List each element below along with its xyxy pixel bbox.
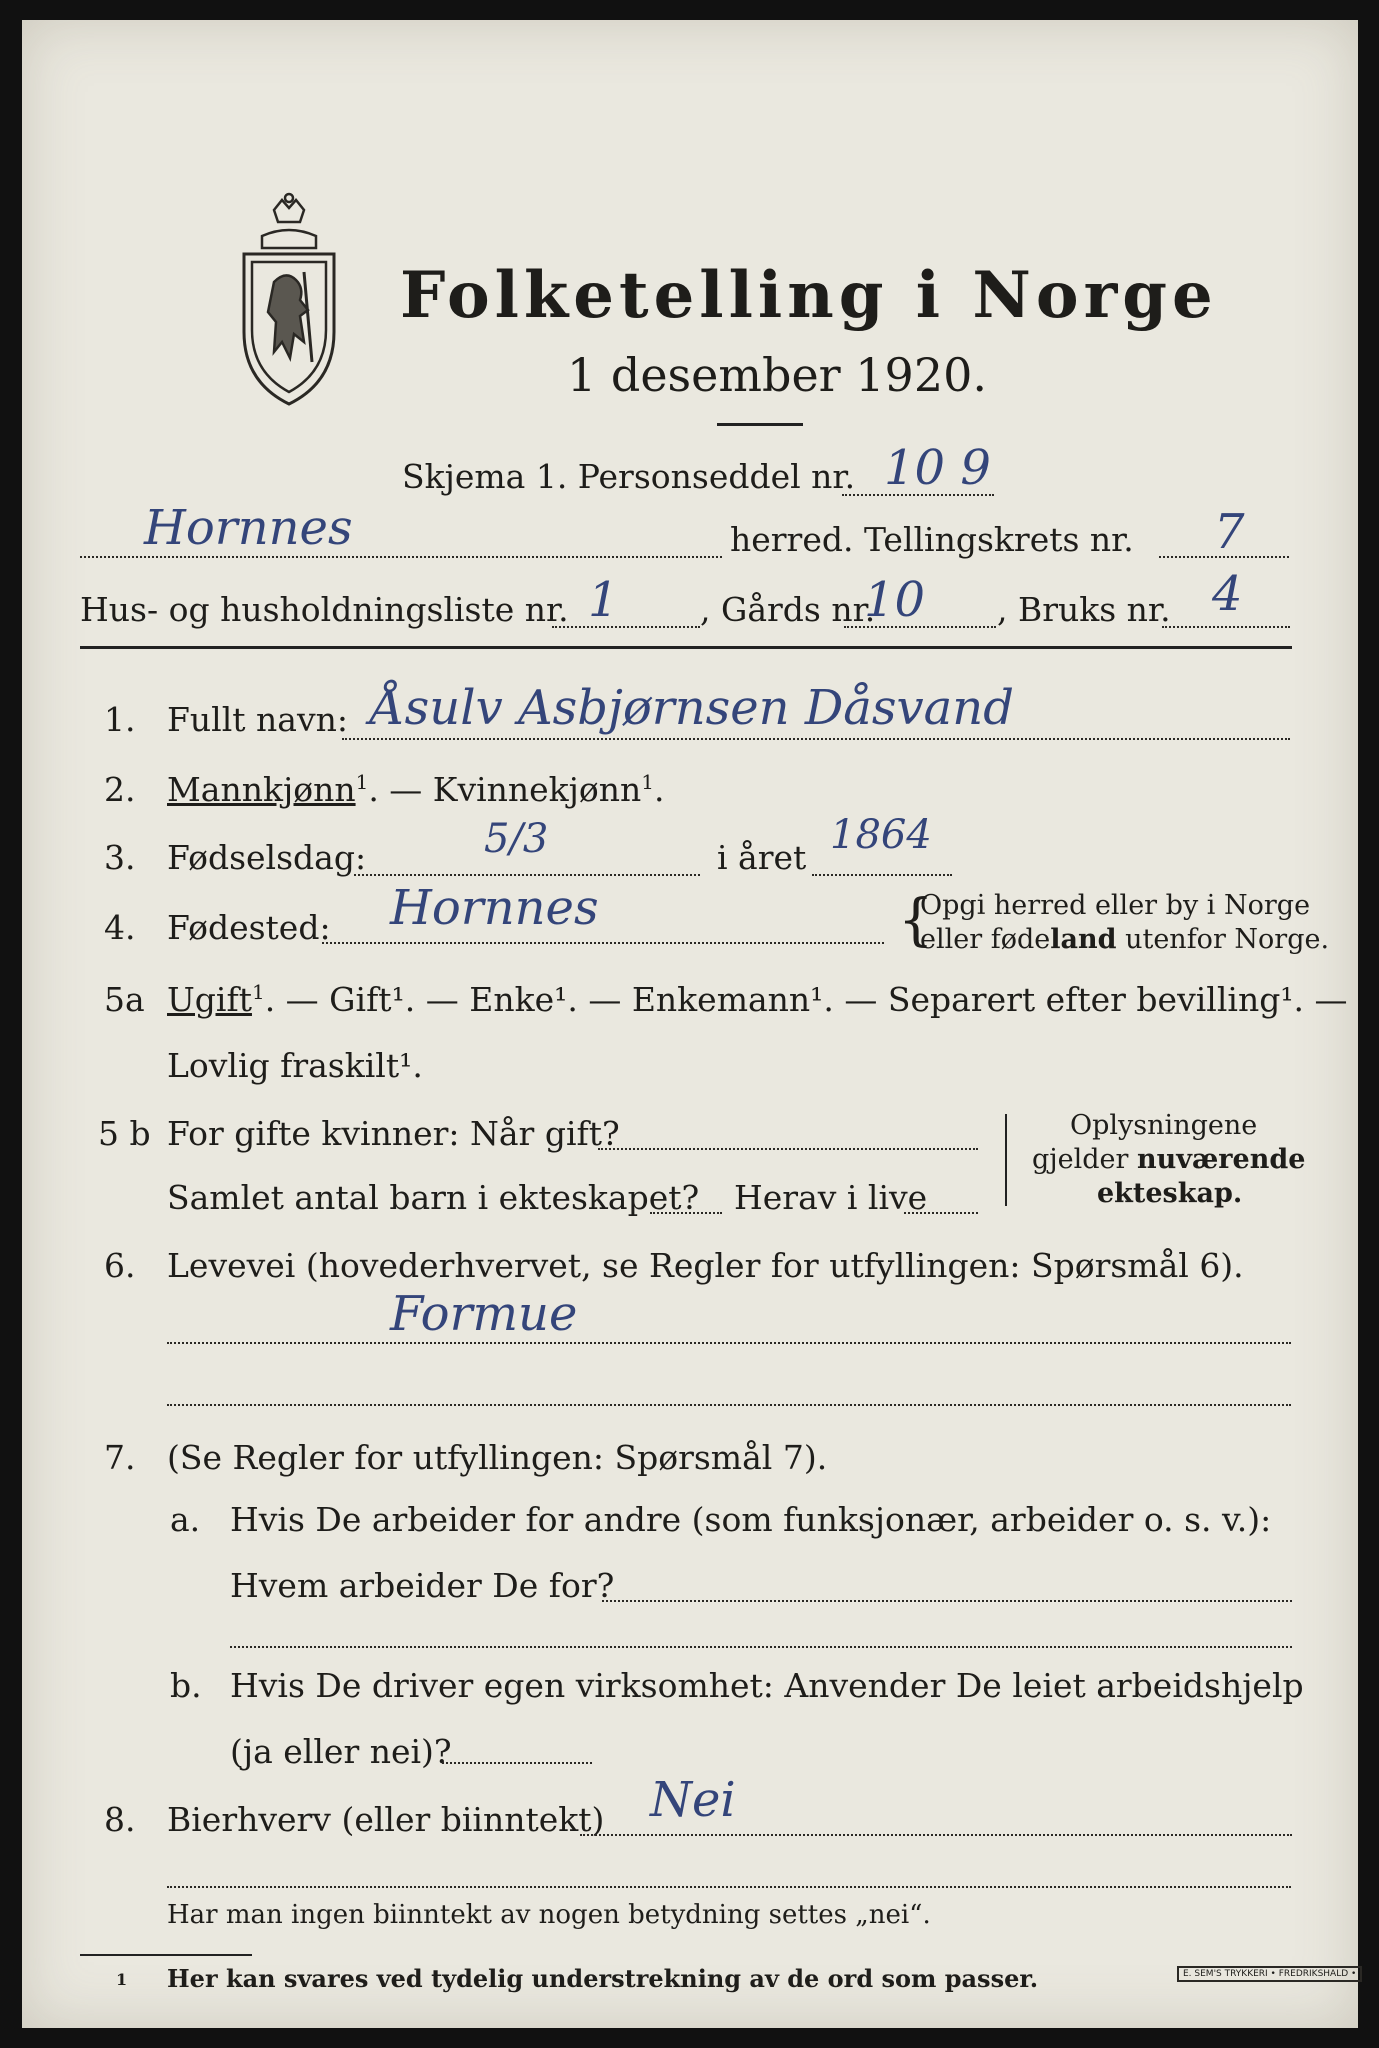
birthplace-note-a: eller føde [920, 924, 1051, 955]
q7a-letter: a. [170, 1500, 201, 1539]
kvinnekjonn-footnote-mark: 1 [641, 770, 655, 794]
footnote-mark: 1 [116, 1970, 128, 1989]
footnote-rule [80, 1954, 252, 1956]
q8-number: 8. [104, 1800, 136, 1839]
q8-label: Bierhverv (eller biinntekt) [167, 1800, 605, 1839]
birthplace-value: Hornnes [390, 880, 599, 936]
mannkjonn-option: Mannkjønn [167, 770, 356, 809]
q7a-line1: Hvis De arbeider for andre (som funksjonær, arbeider o. s. v.): [230, 1500, 1272, 1539]
q7a-line2: Hvem arbeider De for? [230, 1566, 615, 1605]
birthday-value: 5/3 [484, 816, 549, 862]
q5b-note-b: nuværende [1137, 1144, 1306, 1175]
birthplace-line [322, 942, 884, 944]
q7b-letter: b. [170, 1666, 202, 1705]
kvinnekjonn-option: Kvinnekjønn [432, 770, 642, 809]
q5b-alive-label: Herav i live [734, 1178, 928, 1217]
q7b-line2: (ja eller nei)? [230, 1732, 452, 1771]
q4-number: 4. [104, 908, 136, 947]
q6-number: 6. [104, 1246, 136, 1285]
q5b-note-line3: ekteskap. [1097, 1178, 1243, 1209]
mannkjonn-footnote-mark: 1 [355, 770, 369, 794]
personseddel-nr: 10 9 [884, 440, 991, 496]
employer-line [602, 1600, 1292, 1602]
gards-nr: 10 [864, 572, 926, 628]
q7b-line1: Hvis De driver egen virksomhet: Anvender De leiet arbeidshjelp [230, 1666, 1304, 1705]
tellingskrets-nr: 7 [1214, 504, 1245, 560]
q1-number: 1. [104, 700, 136, 739]
q1-label: Fullt navn: [167, 700, 348, 739]
q5b-married-label: For gifte kvinner: Når gift? [167, 1114, 620, 1153]
q5b-number: 5 b [98, 1114, 151, 1153]
bruks-nr: 4 [1212, 566, 1243, 622]
census-form [22, 20, 1358, 2028]
q4-label: Fødested: [167, 908, 331, 947]
title-divider [717, 423, 803, 426]
birthplace-note-brace: { [898, 888, 934, 953]
birth-year-value: 1864 [830, 812, 932, 858]
q5b-note-bar [1005, 1114, 1007, 1206]
q7-number: 7. [104, 1438, 136, 1477]
hired-help-line [442, 1762, 592, 1764]
birth-year-label: i året [717, 838, 807, 877]
q3-number: 3. [104, 838, 136, 877]
marital-status-line [167, 980, 1348, 1019]
q3-label: Fødselsdag: [167, 838, 367, 877]
side-income-line [580, 1834, 1292, 1836]
husholdningsliste-nr: 1 [588, 572, 619, 628]
employer-line-2 [230, 1646, 1292, 1648]
married-when-line [598, 1148, 978, 1150]
bruks-label: , Bruks nr. [997, 590, 1171, 629]
herred-label: herred. Tellingskrets nr. [730, 520, 1134, 559]
bruks-line [1162, 626, 1290, 628]
q5b-note-line1: Oplysningene [1070, 1110, 1258, 1141]
q5b-note-line2 [1032, 1144, 1305, 1175]
marital-status-options: . — Gift¹. — Enke¹. — Enkemann¹. — Separert efter bevilling¹. — [264, 980, 1348, 1019]
occupation-line-2 [167, 1404, 1291, 1406]
full-name-value: Åsulv Asbjørnsen Dåsvand [370, 680, 1014, 736]
birthplace-note-line1: Opgi herred eller by i Norge [920, 890, 1311, 921]
skjema-label: Skjema 1. Personseddel nr. [402, 457, 856, 496]
ugift-option: Ugift [167, 980, 252, 1019]
q2-number: 2. [104, 770, 136, 809]
side-income-value: Nei [650, 1772, 736, 1828]
q7-label: (Se Regler for utfyllingen: Spørsmål 7). [167, 1438, 828, 1477]
gards-label: , Gårds nr. [700, 590, 876, 629]
q5a-number: 5a [104, 980, 145, 1019]
herred-line [80, 556, 722, 558]
q5b-children-label: Samlet antal barn i ekteskapet? [167, 1178, 700, 1217]
birthday-line [354, 874, 700, 876]
birthplace-note-b: land [1050, 924, 1117, 955]
gender-line [167, 770, 665, 809]
side-income-line-2 [167, 1886, 1291, 1888]
gender-end: . [654, 770, 665, 809]
header-rule [80, 646, 1292, 649]
footnote-text: Her kan svares ved tydelig understrekning av de ord som passer. [167, 1964, 1039, 1993]
q8-note: Har man ingen biinntekt av nogen betydning settes „nei“. [167, 1900, 931, 1930]
children-alive-line [904, 1212, 978, 1214]
occupation-line-1 [167, 1342, 1291, 1344]
birthplace-note-c: utenfor Norge. [1116, 924, 1330, 955]
birth-year-line [812, 874, 952, 876]
children-total-line [650, 1212, 722, 1214]
occupation-value: Formue [390, 1286, 578, 1342]
printer-mark: E. SEM'S TRYKKERI • FREDRIKSHALD • [1177, 1966, 1362, 1982]
husholdningsliste-line [552, 626, 700, 628]
form-title: Folketelling i Norge [400, 258, 1218, 333]
norwegian-coat-of-arms-icon [234, 192, 344, 412]
full-name-line [342, 738, 1290, 740]
census-date: 1 desember 1920. [567, 348, 987, 402]
gender-separator: . — [368, 770, 433, 809]
husholdningsliste-label: Hus- og husholdningsliste nr. [80, 590, 569, 629]
lovlig-fraskilt: Lovlig fraskilt¹. [167, 1046, 423, 1085]
q6-label: Levevei (hovederhvervet, se Regler for utfyllingen: Spørsmål 6). [167, 1246, 1244, 1285]
birthplace-note-line2 [920, 924, 1329, 955]
herred-value: Hornnes [144, 500, 353, 556]
q5b-note-a: gjelder [1032, 1144, 1138, 1175]
ugift-footnote-mark: 1 [251, 980, 265, 1004]
